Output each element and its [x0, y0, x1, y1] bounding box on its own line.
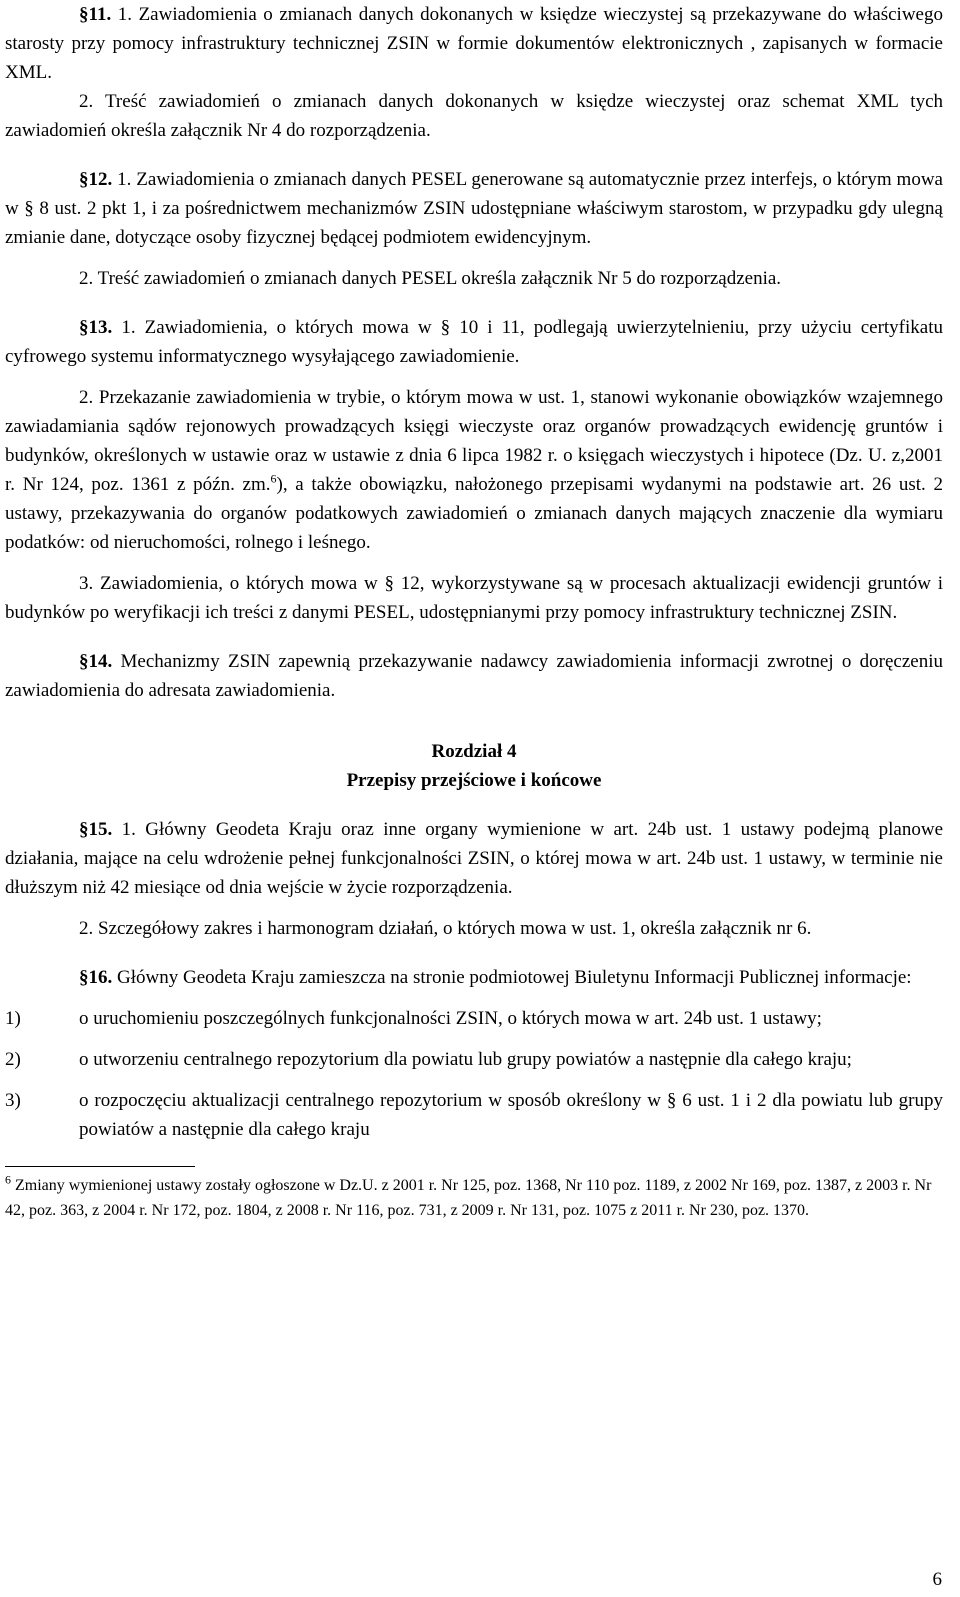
paragraph-13-2 — [5, 383, 943, 557]
chapter-subtitle: Przepisy przejściowe i końcowe — [346, 770, 602, 791]
list-text: o utworzeniu centralnego repozytorium dla powiatu lub grupy powiatów a następnie dla całego kraju; — [79, 1049, 852, 1070]
paragraph-13-1 — [5, 313, 943, 371]
section-mark: § — [79, 317, 89, 338]
footnote — [5, 1173, 943, 1223]
paragraph-12-2: 2. Treść zawiadomień o zmianach danych PESEL określa załącznik Nr 5 do rozporządzenia. — [79, 268, 782, 289]
section-number: 12. — [88, 169, 113, 190]
footnote-divider — [5, 1166, 195, 1167]
paragraph-text: 1. Zawiadomienia, o których mowa w § 10 i 11, podlegają uwierzytelnieniu, przy użyciu certyfikatu cyfrowego systemu informatycznego wysyłającego zawiadomienie. — [5, 317, 943, 367]
document-page — [5, 0, 943, 1223]
list-number: 2) — [5, 1049, 21, 1070]
paragraph-text: 1. Zawiadomienia o zmianach danych dokonanych w księdze wieczystej są przekazywane do właściwego starosty przy pomocy infrastruktury technicznej ZSIN w formie dokumentów elektronicznych , zapisanych w formacie XML. — [5, 4, 943, 83]
paragraph-15-2: 2. Szczegółowy zakres i harmonogram działań, o których mowa w ust. 1, określa załącznik nr 6. — [79, 918, 812, 939]
paragraph-16 — [5, 963, 943, 992]
chapter-title: Rozdział 4 — [431, 741, 517, 762]
section-number: 11. — [88, 4, 112, 25]
section-mark: § — [79, 651, 89, 672]
list-item — [5, 1045, 943, 1074]
footnote-reference[interactable]: 6 — [270, 471, 277, 486]
paragraph-text: 1. Główny Geodeta Kraju oraz inne organy wymienione w art. 24b ust. 1 ustawy podejmą planowe działania, mające na celu wdrożenie pełnej funkcjonalności ZSIN, o której mowa w art. 24b ust. 1 ustawy, w terminie nie dłuższym niż 42 miesiące od dnia wejście w życie rozporządzenia. — [5, 819, 943, 898]
paragraph-text: 1. Zawiadomienia o zmianach danych PESEL generowane są automatycznie przez interfejs, o którym mowa w § 8 ust. 2 pkt 1, i za pośrednictwem mechanizmów ZSIN udostępniane właściwym starostom, w przypadku gdy ulegną zmianie dane, dotyczące osoby fizycznej będącej podmiotem ewidencyjnym. — [5, 169, 943, 248]
footnote-text: Zmiany wymienionej ustawy zostały ogłoszone w Dz.U. z 2001 r. Nr 125, poz. 1368, Nr 110 poz. 1189, z 2002 Nr 169, poz. 1387, z 2003 r. Nr 42, poz. 363, z 2004 r. Nr 172, poz. 1804, z 2008 r. Nr 116, poz. 731, z 2009 r. Nr 131, poz. 1075 z 2011 r. Nr 230, poz. 1370. — [5, 1177, 932, 1219]
page-number: 6 — [932, 1569, 942, 1590]
paragraph-text: Mechanizmy ZSIN zapewnią przekazywanie nadawcy zawiadomienia informacji zwrotnej o doręczeniu zawiadomienia do adresata zawiadomienia. — [5, 651, 943, 701]
list-item — [5, 1086, 943, 1144]
paragraph-14 — [5, 647, 943, 705]
paragraph-11-2: 2. Treść zawiadomień o zmianach danych dokonanych w księdze wieczystej oraz schemat XML tych zawiadomień określa załącznik Nr 4 do rozporządzenia. — [5, 91, 943, 141]
section-mark: § — [79, 169, 89, 190]
section-number: 13. — [88, 317, 113, 338]
list-number: 1) — [5, 1008, 21, 1029]
paragraph-text: Główny Geodeta Kraju zamieszcza na stronie podmiotowej Biuletynu Informacji Publicznej informacje: — [112, 967, 912, 988]
paragraph-11-1 — [5, 0, 943, 87]
section-mark: § — [79, 819, 89, 840]
section-number: 15. — [88, 819, 113, 840]
paragraph-text: 2. Przekazanie zawiadomienia w trybie, o którym mowa w ust. 1, stanowi wykonanie obowiązków wzajemnego zawiadamiania sądów rejonowych prowadzących księgi wieczyste oraz organów prowadzących ewidencję gruntów i budynków, określonych w ustawie oraz w ustawie z dnia 6 lipca 1982 r. o księgach wieczystych i hipotece (Dz. U. z,2001 r. Nr 124, poz. 1361 z późn. zm. — [5, 387, 943, 495]
paragraph-15-1 — [5, 815, 943, 902]
list-number: 3) — [5, 1090, 21, 1111]
list-item — [5, 1004, 943, 1033]
section-number: 16. — [88, 967, 113, 988]
list-text: o rozpoczęciu aktualizacji centralnego repozytorium w sposób określony w § 6 ust. 1 i 2 dla powiatu lub grupy powiatów a następnie dla całego kraju — [79, 1090, 943, 1140]
section-mark: § — [79, 967, 89, 988]
footnote-mark: 6 — [5, 1172, 11, 1187]
list-text: o uruchomieniu poszczególnych funkcjonalności ZSIN, o których mowa w art. 24b ust. 1 ustawy; — [79, 1008, 822, 1029]
paragraph-12-1 — [5, 165, 943, 252]
paragraph-13-3: 3. Zawiadomienia, o których mowa w § 12, wykorzystywane są w procesach aktualizacji ewidencji gruntów i budynków po weryfikacji ich treści z danymi PESEL, udostępnianymi przy pomocy infrastruktury technicznej ZSIN. — [5, 573, 943, 623]
paragraph-text-cont: ), a także obowiązku, nałożonego przepisami wydanymi na podstawie art. 26 ust. 2 ustawy, przekazywania do organów podatkowych zawiadomień o zmianach danych mających znaczenie dla wymiaru podatków: od nieruchomości, rolnego i leśnego. — [5, 474, 943, 553]
section-number: 14. — [88, 651, 113, 672]
section-mark: § — [79, 4, 89, 25]
